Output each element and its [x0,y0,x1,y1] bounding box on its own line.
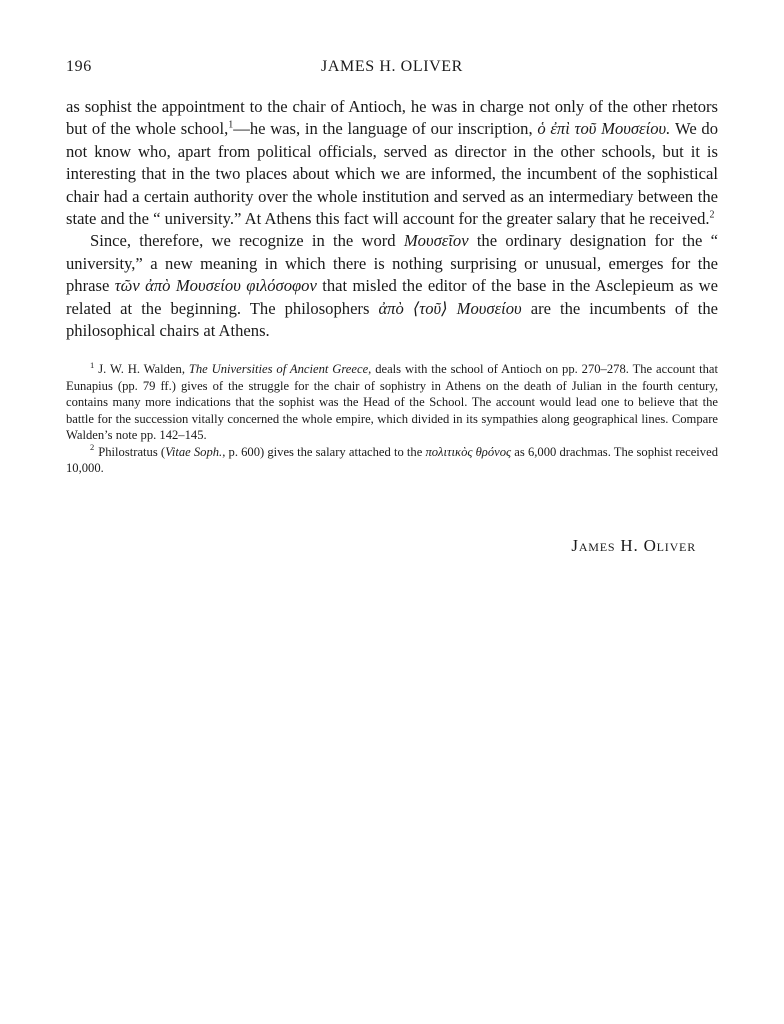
footnote-1-text-a: J. W. H. Walden, [98,362,189,377]
footnotes [66,361,718,476]
paragraph-1-text-b: —he was, in the language of our inscription, [233,119,538,139]
footnote-2-number: 2 [90,442,95,453]
footnote-1 [66,361,718,443]
paragraph-2-text-b: the ordinary designation for the “ university,” a new meaning in which there is nothing surprising or unusual, emerges for the phrase [66,231,718,296]
greek-word-1: Μουσεῖον [403,231,469,251]
running-title: JAMES H. OLIVER [321,58,463,75]
paragraph-2-text-c: that misled the editor of the base in the Asclepieum as we related at the beginning. The philosophers [66,276,718,318]
greek-phrase-1: ὁ ἐπὶ τοῦ Μουσείου. [537,119,671,139]
footnote-2 [66,444,718,477]
body-text [66,96,718,342]
paragraph-2-text-a: Since, therefore, we recognize in the word [90,231,404,251]
footnote-1-number: 1 [90,360,95,371]
greek-phrase-3: ἀπὸ ⟨τοῦ⟩ Μουσείου [378,298,522,318]
page [66,58,718,476]
paragraph-2 [66,230,718,342]
footnote-2-text-c: as 6,000 drachmas. The sophist received 10,000. [66,444,718,475]
paragraph-1-text-c: We do not know who, apart from political officials, served as director in the other schools, but it is interesting that in the two places about which we are informed, the incumbent of the sophistical chair had a certain authority over the whole institution and served as an intermediary between the state and the “ university.” At Athens this fact will account for the greater salary that he received. [66,119,719,229]
paragraph-2-text-d: are the incumbents of the philosophical chairs at Athens. [66,298,718,341]
greek-phrase-2: τῶν ἀπὸ Μουσείου φιλόσοφον [114,276,317,296]
footnote-2-text-a: Philostratus ( [98,444,166,459]
running-head [66,58,718,82]
author-signature: James H. Oliver [571,536,696,555]
paragraph-1 [66,96,718,230]
paragraph-1-text-a: as sophist the appointment to the chair of Antioch, he was in charge not only of the other rhetors but of the whole school, [66,97,718,139]
page-number: 196 [66,58,92,75]
footnote-2-text-b: , p. 600) gives the salary attached to the [222,444,426,459]
footnote-ref-2: 2 [709,209,715,221]
footnote-2-greek: πολιτικὸς θρόνος [425,444,512,459]
footnote-ref-1: 1 [228,119,234,131]
footnote-2-title: Vitae Soph. [165,444,223,459]
footnote-1-text-b: , deals with the school of Antioch on pp. 270–278. The account that Eunapius (pp. 79 ff.) gives of the struggle for the chair of sophistry in Athens on the death of Julian in the fourth century, contains many more indications that the sophist was the Head of the School. The account would lead one to believe that the battle for the succession vitally concerned the whole empire, which divided in its sympathies along geographical lines. Compare Walden’s note pp. 142–145. [66,362,718,443]
footnote-1-title: The Universities of Ancient Greece [188,362,369,377]
